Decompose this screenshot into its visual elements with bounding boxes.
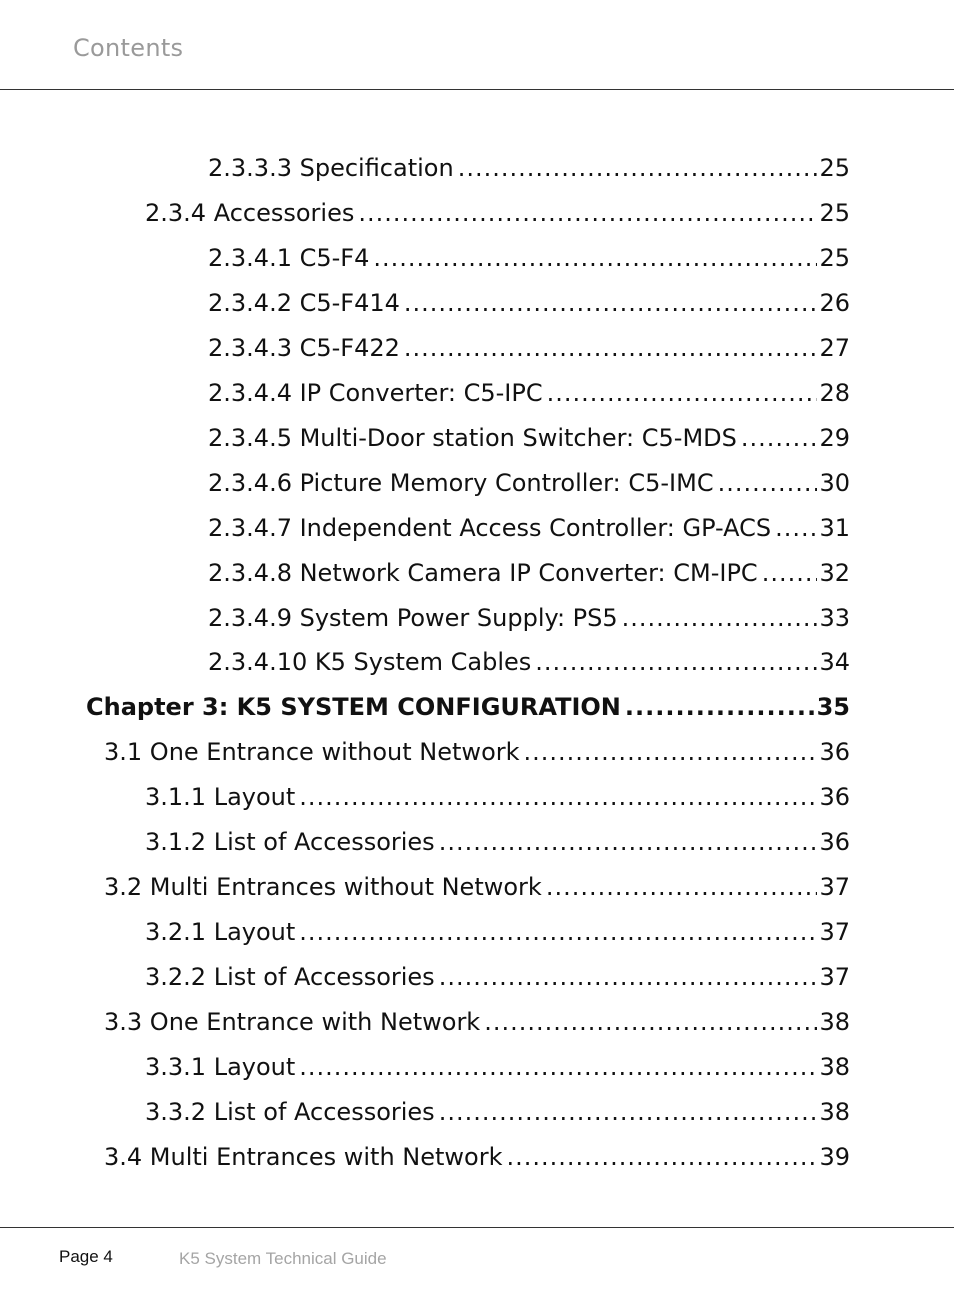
toc-entry[interactable]: [145, 1047, 850, 1087]
toc-dot-leader: [299, 1047, 817, 1087]
toc-entry-page-number: 30: [819, 468, 850, 497]
toc-entry-label: 2.3.4.7 Independent Access Controller: GP-ACS: [208, 513, 772, 542]
toc-entry-page-number: 36: [819, 738, 850, 767]
toc-entry-label: 3.1.1 Layout: [145, 783, 296, 812]
toc-dot-leader: [404, 328, 818, 368]
toc-dot-leader: [358, 193, 817, 233]
toc-entry[interactable]: [208, 642, 850, 682]
toc-entry[interactable]: [208, 463, 850, 503]
toc-entry-page-number: 25: [819, 154, 850, 182]
toc-dot-leader: [299, 912, 817, 952]
toc-dot-leader: [439, 822, 818, 862]
toc-entry-page-number: 34: [819, 648, 850, 677]
toc-entry-label: 2.3.4.2 C5-F414: [208, 288, 400, 317]
toc-entry[interactable]: [208, 418, 850, 458]
toc-entry-page-number: 39: [819, 1142, 850, 1171]
toc-entry[interactable]: [145, 912, 850, 952]
toc-entry[interactable]: [208, 328, 850, 368]
toc-entry[interactable]: [208, 553, 850, 593]
toc-entry-label: 3.2.2 List of Accessories: [145, 963, 435, 992]
toc-entry-label: 2.3.4.9 System Power Supply: PS5: [208, 603, 618, 632]
footer-document-title: K5 System Technical Guide: [179, 1249, 387, 1268]
toc-entry-label: 3.1 One Entrance without Network: [104, 738, 520, 767]
footer-page-number: Page 4: [59, 1247, 113, 1266]
toc-dot-leader: [775, 508, 817, 548]
toc-entry-page-number: 28: [819, 378, 850, 407]
toc-entry-label: 3.2 Multi Entrances without Network: [104, 873, 542, 902]
toc-entry-page-number: 27: [819, 333, 850, 362]
toc-entry-label: 2.3.4.5 Multi-Door station Switcher: C5-MDS: [208, 423, 737, 452]
toc-entry-label: 2.3.4.10 K5 System Cables: [208, 648, 532, 677]
toc-entry-page-number: 38: [819, 1008, 850, 1037]
toc-entry[interactable]: [208, 283, 850, 323]
toc-dot-leader: [546, 867, 818, 907]
toc-entry[interactable]: [86, 687, 850, 727]
toc-entry[interactable]: [145, 1092, 850, 1132]
toc-entry-page-number: 31: [819, 513, 850, 542]
toc-entry-label: Chapter 3: K5 SYSTEM CONFIGURATION: [86, 693, 621, 722]
toc-entry-page-number: 32: [819, 558, 850, 587]
toc-dot-leader: [625, 687, 815, 727]
toc-entry-label: 2.3.4.6 Picture Memory Controller: C5-IMC: [208, 468, 714, 497]
header-divider: [0, 89, 954, 90]
toc-entry-page-number: 38: [819, 1053, 850, 1081]
toc-entry[interactable]: [208, 508, 850, 548]
toc-entry-page-number: 35: [816, 693, 850, 722]
toc-entry[interactable]: [145, 957, 850, 997]
toc-entry[interactable]: [104, 732, 850, 772]
toc-dot-leader: [507, 1137, 818, 1177]
toc-dot-leader: [524, 732, 818, 772]
toc-entry[interactable]: [208, 598, 850, 638]
toc-entry-page-number: 36: [819, 828, 850, 857]
toc-entry-label: 3.3.2 List of Accessories: [145, 1097, 435, 1126]
toc-entry[interactable]: [104, 867, 850, 907]
toc-dot-leader: [484, 1002, 817, 1042]
toc-entry-page-number: 33: [819, 603, 850, 632]
toc-entry-label: 2.3.4 Accessories: [145, 198, 355, 227]
toc-dot-leader: [535, 642, 817, 682]
toc-dot-leader: [458, 148, 818, 188]
footer-divider: [0, 1227, 954, 1228]
toc-entry[interactable]: [208, 148, 850, 188]
toc-entry-label: 3.3 One Entrance with Network: [104, 1008, 481, 1037]
toc-entry-page-number: 37: [819, 873, 850, 902]
toc-entry[interactable]: [145, 193, 850, 233]
toc-entry[interactable]: [145, 777, 850, 817]
toc-entry-label: 3.3.1 Layout: [145, 1053, 296, 1081]
toc-dot-leader: [762, 553, 818, 593]
toc-dot-leader: [404, 283, 818, 323]
toc-entry-page-number: 37: [819, 963, 850, 992]
toc-dot-leader: [299, 777, 817, 817]
page-header-title: Contents: [73, 34, 184, 62]
toc-entry-label: 2.3.4.1 C5-F4: [208, 243, 370, 272]
toc-entry-page-number: 36: [819, 783, 850, 812]
toc-entry[interactable]: [208, 238, 850, 278]
toc-entry-page-number: 29: [819, 423, 850, 452]
toc-dot-leader: [622, 598, 818, 638]
toc-entry[interactable]: [145, 822, 850, 862]
toc-entry-label: 3.1.2 List of Accessories: [145, 828, 435, 857]
toc-entry-label: 2.3.4.8 Network Camera IP Converter: CM-IPC: [208, 558, 758, 587]
toc-entry-label: 2.3.4.4 IP Converter: C5-IPC: [208, 378, 543, 407]
toc-dot-leader: [439, 957, 818, 997]
toc-dot-leader: [439, 1092, 818, 1132]
toc-entry-page-number: 37: [819, 918, 850, 947]
toc-entry-page-number: 25: [819, 243, 850, 272]
toc-dot-leader: [373, 238, 817, 278]
toc-dot-leader: [547, 373, 818, 413]
toc-entry-label: 3.4 Multi Entrances with Network: [104, 1142, 503, 1171]
toc-dot-leader: [741, 418, 818, 458]
toc-dot-leader: [718, 463, 818, 503]
toc-entry-page-number: 38: [819, 1097, 850, 1126]
toc-entry[interactable]: [104, 1137, 850, 1177]
toc-entry-label: 2.3.4.3 C5-F422: [208, 333, 400, 362]
toc-entry-page-number: 26: [819, 288, 850, 317]
toc-entry-page-number: 25: [819, 198, 850, 227]
toc-entry-label: 3.2.1 Layout: [145, 918, 296, 947]
toc-entry-label: 2.3.3.3 Specification: [208, 154, 454, 182]
toc-entry[interactable]: [208, 373, 850, 413]
toc-entry[interactable]: [104, 1002, 850, 1042]
